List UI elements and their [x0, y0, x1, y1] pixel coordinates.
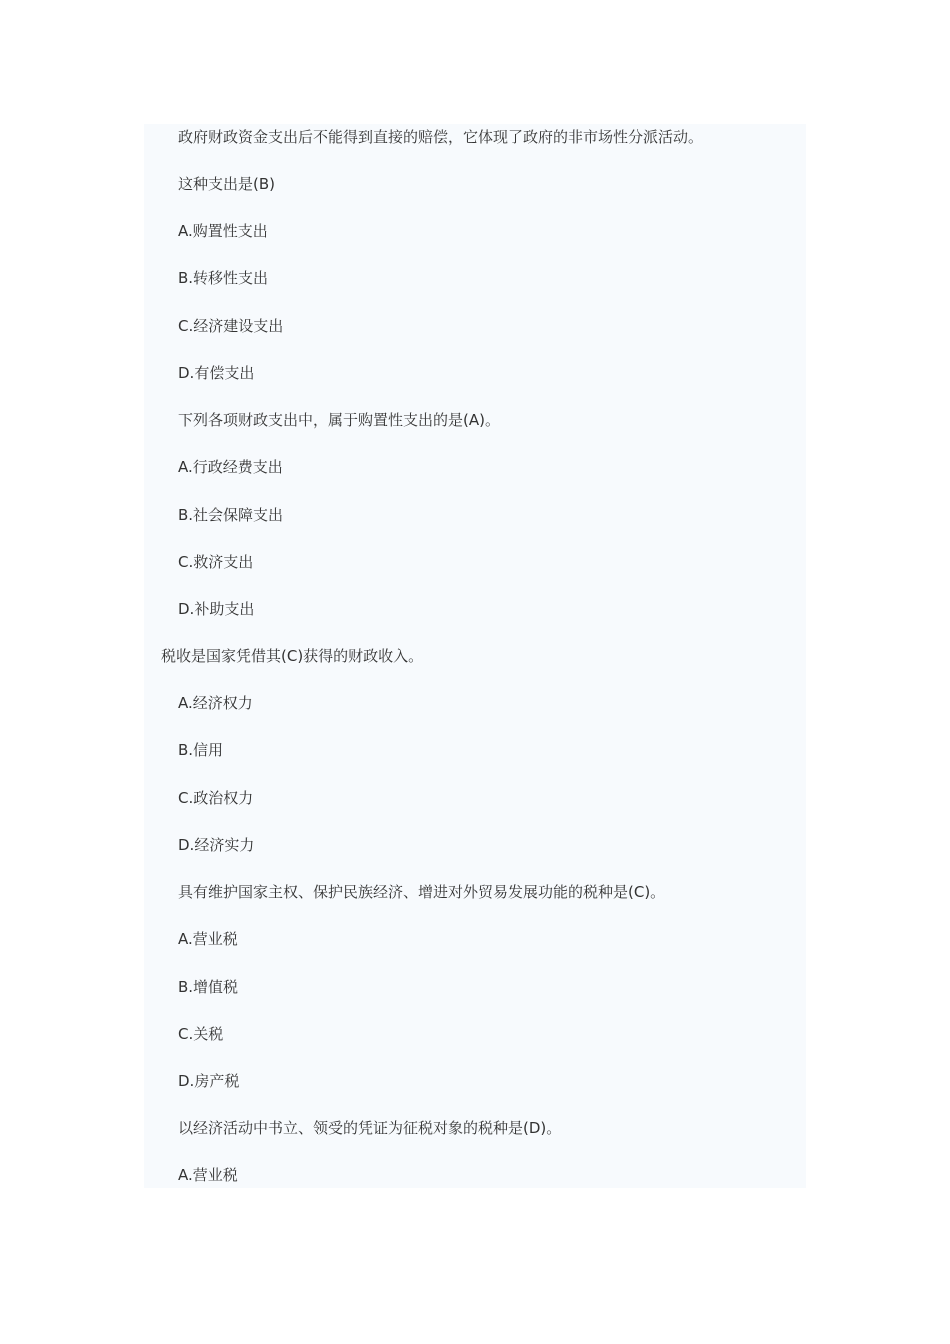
- option-line: C.政治权力: [178, 789, 254, 807]
- option-line: A.行政经费支出: [178, 458, 283, 476]
- question-line: 具有维护国家主权、保护民族经济、增进对外贸易发展功能的税种是(C)。: [178, 883, 666, 901]
- question-line: 政府财政资金支出后不能得到直接的赔偿，它体现了政府的非市场性分派活动。: [178, 128, 704, 146]
- option-line: D.经济实力: [178, 836, 255, 854]
- option-line: C.救济支出: [178, 553, 254, 571]
- option-line: B.增值税: [178, 978, 239, 996]
- option-line: D.房产税: [178, 1072, 240, 1090]
- option-line: C.经济建设支出: [178, 317, 284, 335]
- option-line: B.转移性支出: [178, 269, 269, 287]
- question-line: 税收是国家凭借其(C)获得的财政收入。: [161, 647, 424, 665]
- option-line: B.信用: [178, 741, 224, 759]
- option-line: A.购置性支出: [178, 222, 268, 240]
- question-line: 这种支出是(B): [178, 175, 275, 193]
- option-line: A.经济权力: [178, 694, 253, 712]
- option-line: A.营业税: [178, 1166, 238, 1184]
- question-line: 以经济活动中书立、领受的凭证为征税对象的税种是(D)。: [178, 1119, 562, 1137]
- option-line: C.关税: [178, 1025, 224, 1043]
- option-line: B.社会保障支出: [178, 506, 284, 524]
- question-line: 下列各项财政支出中，属于购置性支出的是(A)。: [178, 411, 500, 429]
- option-line: A.营业税: [178, 930, 238, 948]
- option-line: D.补助支出: [178, 600, 255, 618]
- option-line: D.有偿支出: [178, 364, 255, 382]
